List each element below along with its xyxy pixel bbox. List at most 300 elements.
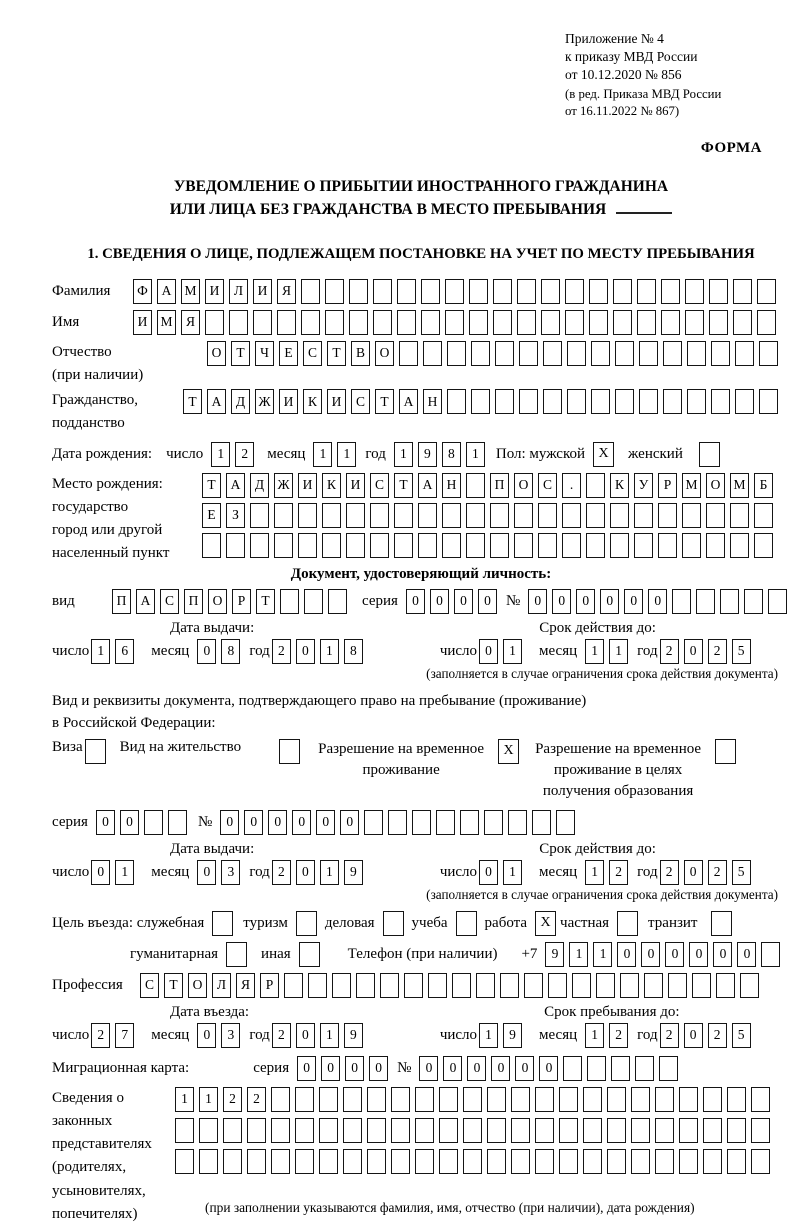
char-cell[interactable]: 0 bbox=[552, 589, 571, 614]
char-cell[interactable] bbox=[442, 533, 461, 558]
char-cell[interactable]: 2 bbox=[272, 639, 291, 664]
char-cell[interactable] bbox=[271, 1118, 290, 1143]
char-cell[interactable]: 0 bbox=[491, 1056, 510, 1081]
char-cell[interactable] bbox=[471, 341, 490, 366]
char-cell[interactable]: 2 bbox=[609, 860, 628, 885]
char-cell[interactable]: 0 bbox=[419, 1056, 438, 1081]
char-cell[interactable] bbox=[229, 310, 248, 335]
char-cell[interactable] bbox=[519, 341, 538, 366]
char-cell[interactable] bbox=[412, 810, 431, 835]
char-cell[interactable] bbox=[247, 1149, 266, 1174]
char-cell[interactable]: 1 bbox=[466, 442, 485, 467]
checkbox-residence-permit[interactable] bbox=[279, 739, 300, 764]
char-cell[interactable] bbox=[476, 973, 495, 998]
char-cell[interactable]: И bbox=[133, 310, 152, 335]
checkbox-female[interactable] bbox=[699, 442, 720, 467]
char-cell[interactable]: 1 bbox=[585, 639, 604, 664]
char-cell[interactable] bbox=[460, 810, 479, 835]
char-cell[interactable]: 0 bbox=[120, 810, 139, 835]
char-cell[interactable]: 1 bbox=[320, 639, 339, 664]
char-cell[interactable] bbox=[364, 810, 383, 835]
char-cell[interactable]: 1 bbox=[394, 442, 413, 467]
char-cell[interactable]: Б bbox=[754, 473, 773, 498]
char-cell[interactable] bbox=[730, 503, 749, 528]
char-cell[interactable] bbox=[487, 1087, 506, 1112]
char-cell[interactable]: Е bbox=[202, 503, 221, 528]
char-cell[interactable] bbox=[500, 973, 519, 998]
char-cell[interactable]: С bbox=[140, 973, 159, 998]
char-cell[interactable]: С bbox=[160, 589, 179, 614]
char-cell[interactable]: 2 bbox=[708, 639, 727, 664]
char-cell[interactable] bbox=[572, 973, 591, 998]
char-cell[interactable] bbox=[439, 1118, 458, 1143]
char-cell[interactable]: 2 bbox=[272, 1023, 291, 1048]
char-cell[interactable]: 0 bbox=[737, 942, 756, 967]
char-cell[interactable] bbox=[744, 589, 763, 614]
char-cell[interactable] bbox=[274, 503, 293, 528]
char-cell[interactable] bbox=[635, 1056, 654, 1081]
char-cell[interactable] bbox=[517, 279, 536, 304]
char-cell[interactable]: 0 bbox=[292, 810, 311, 835]
char-cell[interactable]: 0 bbox=[479, 639, 498, 664]
char-cell[interactable]: И bbox=[205, 279, 224, 304]
char-cell[interactable] bbox=[687, 341, 706, 366]
char-cell[interactable] bbox=[655, 1087, 674, 1112]
char-cell[interactable]: 0 bbox=[576, 589, 595, 614]
char-cell[interactable]: И bbox=[346, 473, 365, 498]
char-cell[interactable]: 0 bbox=[296, 639, 315, 664]
char-cell[interactable] bbox=[298, 533, 317, 558]
char-cell[interactable]: 1 bbox=[609, 639, 628, 664]
char-cell[interactable] bbox=[175, 1118, 194, 1143]
char-cell[interactable] bbox=[471, 389, 490, 414]
char-cell[interactable] bbox=[696, 589, 715, 614]
char-cell[interactable]: И bbox=[279, 389, 298, 414]
char-cell[interactable]: О bbox=[208, 589, 227, 614]
char-cell[interactable] bbox=[563, 1056, 582, 1081]
char-cell[interactable] bbox=[720, 589, 739, 614]
char-cell[interactable] bbox=[661, 279, 680, 304]
char-cell[interactable] bbox=[703, 1149, 722, 1174]
char-cell[interactable]: Т bbox=[256, 589, 275, 614]
char-cell[interactable] bbox=[538, 503, 557, 528]
char-cell[interactable]: 2 bbox=[223, 1087, 242, 1112]
char-cell[interactable] bbox=[175, 1149, 194, 1174]
char-cell[interactable] bbox=[391, 1087, 410, 1112]
char-cell[interactable]: З bbox=[226, 503, 245, 528]
char-cell[interactable] bbox=[388, 810, 407, 835]
char-cell[interactable]: 1 bbox=[503, 860, 522, 885]
char-cell[interactable] bbox=[613, 310, 632, 335]
char-cell[interactable] bbox=[295, 1118, 314, 1143]
char-cell[interactable]: К bbox=[322, 473, 341, 498]
char-cell[interactable]: 2 bbox=[272, 860, 291, 885]
char-cell[interactable] bbox=[391, 1149, 410, 1174]
char-cell[interactable]: 0 bbox=[268, 810, 287, 835]
char-cell[interactable] bbox=[768, 589, 787, 614]
char-cell[interactable] bbox=[668, 973, 687, 998]
char-cell[interactable] bbox=[447, 389, 466, 414]
char-cell[interactable] bbox=[583, 1087, 602, 1112]
char-cell[interactable]: 1 bbox=[320, 1023, 339, 1048]
char-cell[interactable]: А bbox=[207, 389, 226, 414]
char-cell[interactable]: Т bbox=[394, 473, 413, 498]
char-cell[interactable]: 0 bbox=[443, 1056, 462, 1081]
char-cell[interactable] bbox=[685, 310, 704, 335]
char-cell[interactable]: 0 bbox=[684, 639, 703, 664]
char-cell[interactable] bbox=[514, 533, 533, 558]
char-cell[interactable] bbox=[304, 589, 323, 614]
char-cell[interactable]: О bbox=[375, 341, 394, 366]
char-cell[interactable] bbox=[567, 341, 586, 366]
char-cell[interactable] bbox=[253, 310, 272, 335]
char-cell[interactable]: 0 bbox=[648, 589, 667, 614]
char-cell[interactable]: 0 bbox=[515, 1056, 534, 1081]
char-cell[interactable] bbox=[559, 1118, 578, 1143]
char-cell[interactable]: 0 bbox=[197, 860, 216, 885]
char-cell[interactable] bbox=[631, 1087, 650, 1112]
char-cell[interactable] bbox=[751, 1149, 770, 1174]
char-cell[interactable] bbox=[343, 1087, 362, 1112]
char-cell[interactable] bbox=[730, 533, 749, 558]
char-cell[interactable]: 8 bbox=[442, 442, 461, 467]
char-cell[interactable]: Р bbox=[232, 589, 251, 614]
char-cell[interactable] bbox=[682, 503, 701, 528]
char-cell[interactable]: 5 bbox=[732, 1023, 751, 1048]
char-cell[interactable] bbox=[607, 1118, 626, 1143]
char-cell[interactable] bbox=[466, 533, 485, 558]
char-cell[interactable] bbox=[277, 310, 296, 335]
char-cell[interactable]: 0 bbox=[539, 1056, 558, 1081]
char-cell[interactable]: 0 bbox=[430, 589, 449, 614]
char-cell[interactable]: 2 bbox=[609, 1023, 628, 1048]
char-cell[interactable]: 2 bbox=[708, 1023, 727, 1048]
char-cell[interactable]: О bbox=[514, 473, 533, 498]
char-cell[interactable]: 0 bbox=[684, 1023, 703, 1048]
char-cell[interactable]: 0 bbox=[296, 860, 315, 885]
char-cell[interactable]: Л bbox=[229, 279, 248, 304]
char-cell[interactable]: 0 bbox=[297, 1056, 316, 1081]
char-cell[interactable]: 0 bbox=[316, 810, 335, 835]
checkbox-male[interactable]: X bbox=[593, 442, 614, 467]
char-cell[interactable] bbox=[535, 1118, 554, 1143]
char-cell[interactable] bbox=[495, 341, 514, 366]
char-cell[interactable]: Я bbox=[277, 279, 296, 304]
char-cell[interactable] bbox=[391, 1118, 410, 1143]
char-cell[interactable]: Л bbox=[212, 973, 231, 998]
char-cell[interactable] bbox=[308, 973, 327, 998]
char-cell[interactable] bbox=[394, 533, 413, 558]
char-cell[interactable]: 0 bbox=[340, 810, 359, 835]
char-cell[interactable] bbox=[284, 973, 303, 998]
char-cell[interactable] bbox=[445, 310, 464, 335]
char-cell[interactable] bbox=[538, 533, 557, 558]
char-cell[interactable] bbox=[511, 1118, 530, 1143]
char-cell[interactable] bbox=[356, 973, 375, 998]
char-cell[interactable] bbox=[373, 310, 392, 335]
char-cell[interactable]: И bbox=[253, 279, 272, 304]
char-cell[interactable]: Н bbox=[423, 389, 442, 414]
char-cell[interactable]: М bbox=[181, 279, 200, 304]
char-cell[interactable] bbox=[535, 1087, 554, 1112]
char-cell[interactable] bbox=[463, 1118, 482, 1143]
char-cell[interactable] bbox=[655, 1149, 674, 1174]
char-cell[interactable]: А bbox=[399, 389, 418, 414]
char-cell[interactable] bbox=[349, 310, 368, 335]
char-cell[interactable]: Т bbox=[164, 973, 183, 998]
char-cell[interactable]: Р bbox=[658, 473, 677, 498]
char-cell[interactable] bbox=[759, 341, 778, 366]
char-cell[interactable] bbox=[687, 389, 706, 414]
char-cell[interactable]: Ч bbox=[255, 341, 274, 366]
char-cell[interactable] bbox=[322, 533, 341, 558]
char-cell[interactable]: С bbox=[538, 473, 557, 498]
char-cell[interactable] bbox=[298, 503, 317, 528]
char-cell[interactable]: 5 bbox=[732, 639, 751, 664]
char-cell[interactable] bbox=[332, 973, 351, 998]
char-cell[interactable]: 1 bbox=[91, 639, 110, 664]
char-cell[interactable] bbox=[463, 1087, 482, 1112]
char-cell[interactable]: 2 bbox=[91, 1023, 110, 1048]
char-cell[interactable] bbox=[757, 279, 776, 304]
char-cell[interactable]: 0 bbox=[689, 942, 708, 967]
char-cell[interactable] bbox=[250, 503, 269, 528]
char-cell[interactable]: Р bbox=[260, 973, 279, 998]
char-cell[interactable]: Я bbox=[181, 310, 200, 335]
char-cell[interactable] bbox=[295, 1149, 314, 1174]
char-cell[interactable] bbox=[439, 1087, 458, 1112]
char-cell[interactable] bbox=[493, 279, 512, 304]
char-cell[interactable] bbox=[658, 533, 677, 558]
char-cell[interactable] bbox=[442, 503, 461, 528]
char-cell[interactable]: И bbox=[327, 389, 346, 414]
char-cell[interactable] bbox=[490, 503, 509, 528]
char-cell[interactable]: 1 bbox=[211, 442, 230, 467]
char-cell[interactable] bbox=[761, 942, 780, 967]
char-cell[interactable] bbox=[733, 310, 752, 335]
char-cell[interactable] bbox=[394, 503, 413, 528]
char-cell[interactable]: Ф bbox=[133, 279, 152, 304]
char-cell[interactable]: 1 bbox=[479, 1023, 498, 1048]
char-cell[interactable] bbox=[567, 389, 586, 414]
char-cell[interactable] bbox=[607, 1149, 626, 1174]
char-cell[interactable] bbox=[469, 279, 488, 304]
char-cell[interactable]: 6 bbox=[115, 639, 134, 664]
char-cell[interactable] bbox=[370, 533, 389, 558]
char-cell[interactable]: К bbox=[303, 389, 322, 414]
char-cell[interactable]: К bbox=[610, 473, 629, 498]
char-cell[interactable] bbox=[711, 341, 730, 366]
char-cell[interactable] bbox=[226, 533, 245, 558]
char-cell[interactable] bbox=[548, 973, 567, 998]
checkbox-transit[interactable] bbox=[711, 911, 732, 936]
char-cell[interactable] bbox=[508, 810, 527, 835]
char-cell[interactable] bbox=[727, 1149, 746, 1174]
char-cell[interactable] bbox=[589, 310, 608, 335]
char-cell[interactable] bbox=[655, 1118, 674, 1143]
char-cell[interactable] bbox=[346, 533, 365, 558]
char-cell[interactable]: Ж bbox=[274, 473, 293, 498]
char-cell[interactable]: 1 bbox=[569, 942, 588, 967]
char-cell[interactable]: Я bbox=[236, 973, 255, 998]
char-cell[interactable] bbox=[319, 1087, 338, 1112]
char-cell[interactable] bbox=[615, 341, 634, 366]
char-cell[interactable]: С bbox=[351, 389, 370, 414]
char-cell[interactable] bbox=[445, 279, 464, 304]
char-cell[interactable]: 9 bbox=[503, 1023, 522, 1048]
char-cell[interactable]: 2 bbox=[660, 1023, 679, 1048]
char-cell[interactable]: 0 bbox=[479, 860, 498, 885]
char-cell[interactable] bbox=[373, 279, 392, 304]
char-cell[interactable] bbox=[679, 1087, 698, 1112]
char-cell[interactable] bbox=[559, 1149, 578, 1174]
char-cell[interactable] bbox=[607, 1087, 626, 1112]
char-cell[interactable] bbox=[295, 1087, 314, 1112]
char-cell[interactable] bbox=[610, 533, 629, 558]
char-cell[interactable] bbox=[484, 810, 503, 835]
char-cell[interactable] bbox=[463, 1149, 482, 1174]
char-cell[interactable] bbox=[415, 1118, 434, 1143]
char-cell[interactable]: 0 bbox=[684, 860, 703, 885]
char-cell[interactable] bbox=[565, 279, 584, 304]
char-cell[interactable] bbox=[223, 1118, 242, 1143]
char-cell[interactable]: 0 bbox=[91, 860, 110, 885]
char-cell[interactable]: 1 bbox=[320, 860, 339, 885]
char-cell[interactable] bbox=[556, 810, 575, 835]
char-cell[interactable] bbox=[466, 503, 485, 528]
char-cell[interactable] bbox=[367, 1149, 386, 1174]
char-cell[interactable] bbox=[469, 310, 488, 335]
char-cell[interactable] bbox=[631, 1149, 650, 1174]
char-cell[interactable]: 2 bbox=[660, 860, 679, 885]
char-cell[interactable]: 0 bbox=[406, 589, 425, 614]
char-cell[interactable] bbox=[685, 279, 704, 304]
char-cell[interactable]: 0 bbox=[713, 942, 732, 967]
char-cell[interactable] bbox=[271, 1087, 290, 1112]
char-cell[interactable] bbox=[495, 389, 514, 414]
char-cell[interactable] bbox=[639, 341, 658, 366]
char-cell[interactable]: 0 bbox=[617, 942, 636, 967]
char-cell[interactable]: 1 bbox=[593, 942, 612, 967]
char-cell[interactable] bbox=[591, 389, 610, 414]
char-cell[interactable]: 0 bbox=[345, 1056, 364, 1081]
char-cell[interactable] bbox=[759, 389, 778, 414]
char-cell[interactable]: Т bbox=[375, 389, 394, 414]
char-cell[interactable] bbox=[328, 589, 347, 614]
char-cell[interactable] bbox=[682, 533, 701, 558]
char-cell[interactable]: 0 bbox=[220, 810, 239, 835]
char-cell[interactable] bbox=[380, 973, 399, 998]
char-cell[interactable]: 1 bbox=[115, 860, 134, 885]
char-cell[interactable] bbox=[735, 389, 754, 414]
char-cell[interactable]: В bbox=[351, 341, 370, 366]
char-cell[interactable] bbox=[637, 279, 656, 304]
char-cell[interactable] bbox=[672, 589, 691, 614]
char-cell[interactable] bbox=[591, 341, 610, 366]
char-cell[interactable] bbox=[679, 1149, 698, 1174]
char-cell[interactable] bbox=[247, 1118, 266, 1143]
char-cell[interactable]: П bbox=[112, 589, 131, 614]
char-cell[interactable] bbox=[144, 810, 163, 835]
char-cell[interactable] bbox=[634, 533, 653, 558]
char-cell[interactable]: 0 bbox=[96, 810, 115, 835]
char-cell[interactable] bbox=[583, 1149, 602, 1174]
char-cell[interactable]: С bbox=[370, 473, 389, 498]
char-cell[interactable] bbox=[754, 503, 773, 528]
checkbox-official[interactable] bbox=[212, 911, 233, 936]
title-blank-line[interactable] bbox=[616, 198, 672, 214]
char-cell[interactable]: У bbox=[634, 473, 653, 498]
char-cell[interactable]: 2 bbox=[708, 860, 727, 885]
char-cell[interactable]: 8 bbox=[344, 639, 363, 664]
char-cell[interactable]: 2 bbox=[235, 442, 254, 467]
char-cell[interactable]: 7 bbox=[115, 1023, 134, 1048]
checkbox-tourism[interactable] bbox=[296, 911, 317, 936]
char-cell[interactable] bbox=[757, 310, 776, 335]
char-cell[interactable] bbox=[703, 1118, 722, 1143]
char-cell[interactable] bbox=[511, 1149, 530, 1174]
char-cell[interactable] bbox=[583, 1118, 602, 1143]
char-cell[interactable] bbox=[711, 389, 730, 414]
char-cell[interactable] bbox=[692, 973, 711, 998]
checkbox-study[interactable] bbox=[456, 911, 477, 936]
char-cell[interactable] bbox=[346, 503, 365, 528]
char-cell[interactable] bbox=[367, 1118, 386, 1143]
char-cell[interactable] bbox=[202, 533, 221, 558]
char-cell[interactable] bbox=[586, 473, 605, 498]
char-cell[interactable] bbox=[205, 310, 224, 335]
char-cell[interactable] bbox=[370, 503, 389, 528]
char-cell[interactable] bbox=[250, 533, 269, 558]
char-cell[interactable]: 0 bbox=[369, 1056, 388, 1081]
char-cell[interactable]: . bbox=[562, 473, 581, 498]
char-cell[interactable] bbox=[415, 1087, 434, 1112]
char-cell[interactable]: 0 bbox=[528, 589, 547, 614]
char-cell[interactable] bbox=[541, 279, 560, 304]
char-cell[interactable] bbox=[663, 389, 682, 414]
char-cell[interactable]: О bbox=[188, 973, 207, 998]
char-cell[interactable]: 8 bbox=[221, 639, 240, 664]
char-cell[interactable]: А bbox=[157, 279, 176, 304]
char-cell[interactable] bbox=[615, 389, 634, 414]
char-cell[interactable]: 0 bbox=[600, 589, 619, 614]
char-cell[interactable] bbox=[439, 1149, 458, 1174]
char-cell[interactable]: Т bbox=[231, 341, 250, 366]
char-cell[interactable] bbox=[611, 1056, 630, 1081]
char-cell[interactable] bbox=[709, 310, 728, 335]
char-cell[interactable]: 5 bbox=[732, 860, 751, 885]
char-cell[interactable]: 1 bbox=[313, 442, 332, 467]
char-cell[interactable] bbox=[325, 279, 344, 304]
char-cell[interactable]: Н bbox=[442, 473, 461, 498]
char-cell[interactable] bbox=[740, 973, 759, 998]
char-cell[interactable] bbox=[423, 341, 442, 366]
char-cell[interactable] bbox=[436, 810, 455, 835]
char-cell[interactable] bbox=[511, 1087, 530, 1112]
char-cell[interactable]: 9 bbox=[344, 860, 363, 885]
char-cell[interactable] bbox=[415, 1149, 434, 1174]
char-cell[interactable]: Т bbox=[183, 389, 202, 414]
char-cell[interactable] bbox=[319, 1118, 338, 1143]
char-cell[interactable]: И bbox=[298, 473, 317, 498]
char-cell[interactable] bbox=[322, 503, 341, 528]
char-cell[interactable]: 2 bbox=[660, 639, 679, 664]
char-cell[interactable] bbox=[644, 973, 663, 998]
char-cell[interactable] bbox=[490, 533, 509, 558]
char-cell[interactable] bbox=[562, 503, 581, 528]
char-cell[interactable]: 0 bbox=[197, 639, 216, 664]
char-cell[interactable]: 0 bbox=[321, 1056, 340, 1081]
